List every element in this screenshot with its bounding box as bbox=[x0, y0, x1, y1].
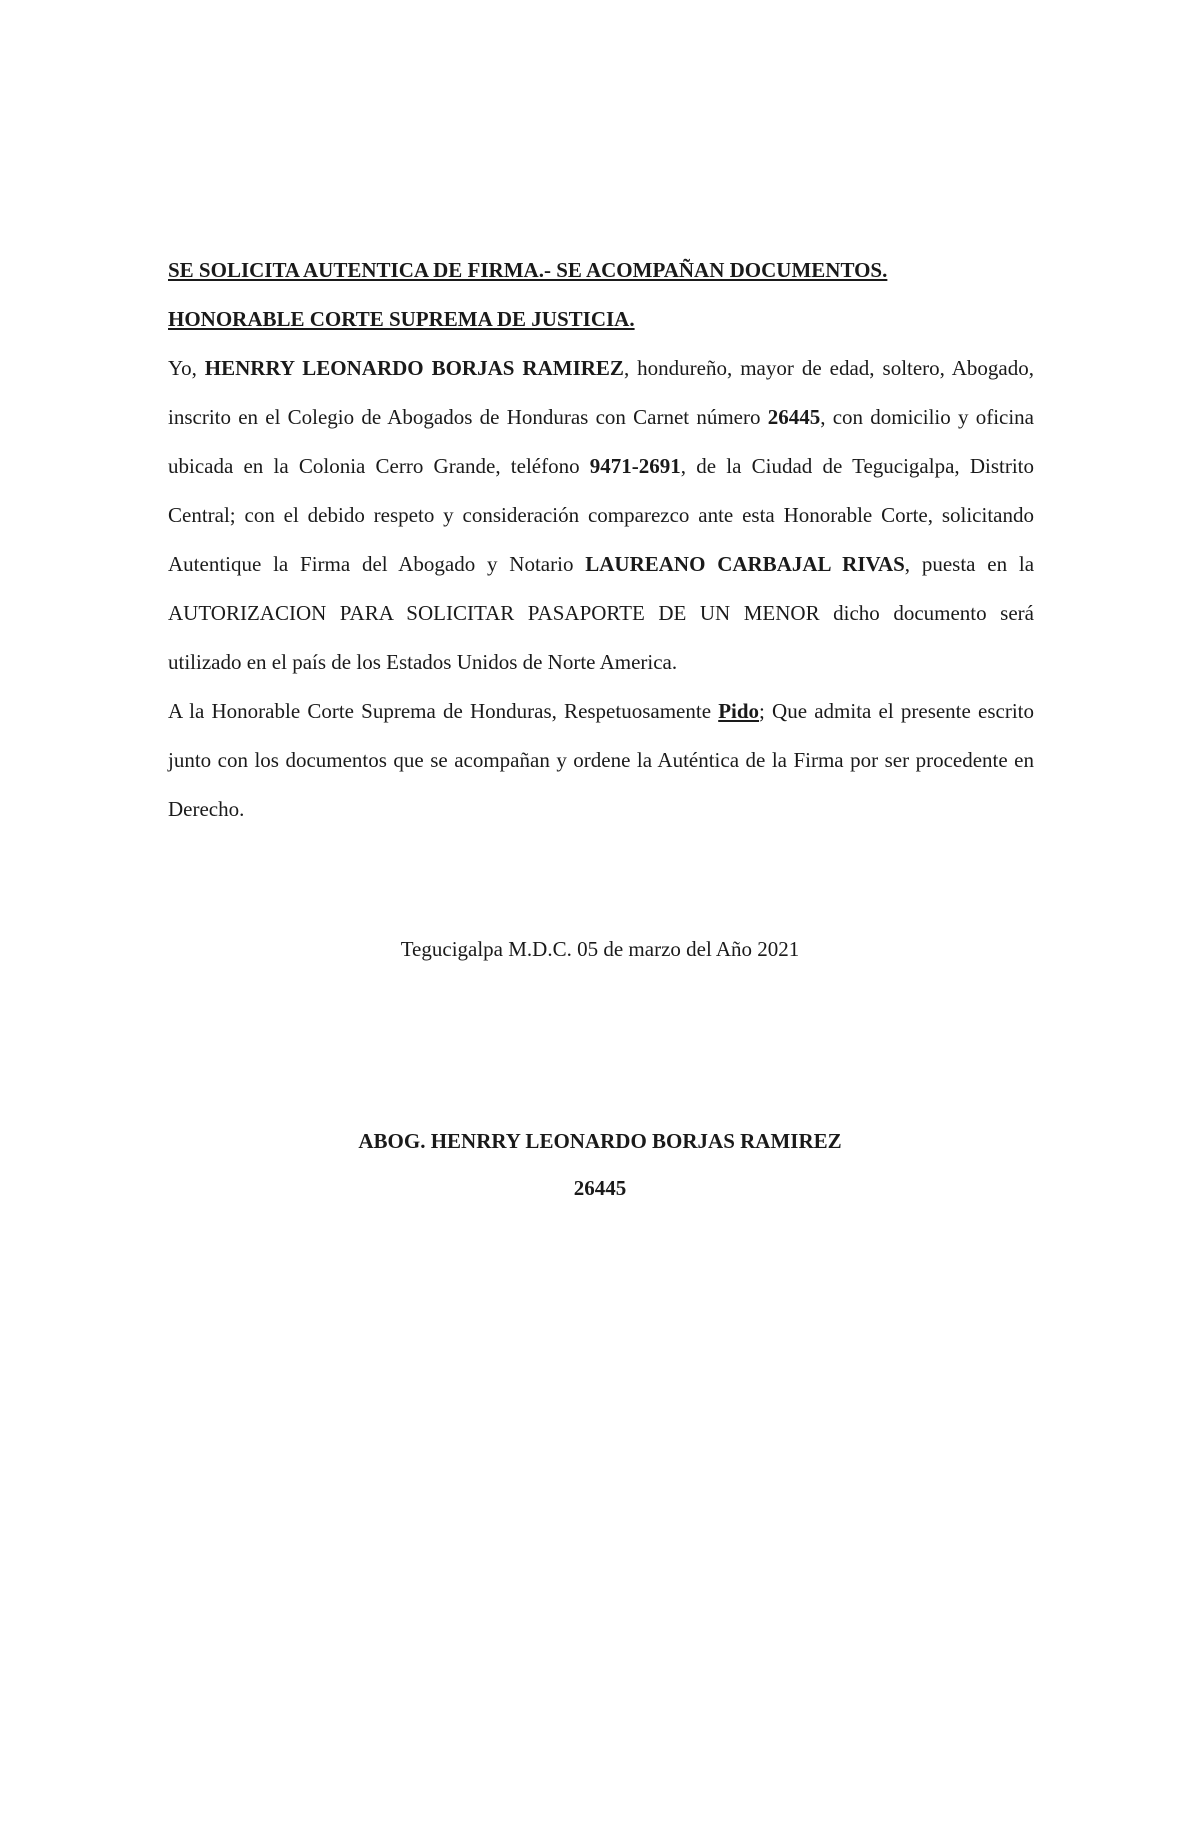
body-text: Yo, bbox=[168, 356, 205, 380]
signature-name: ABOG. HENRRY LEONARDO BORJAS RAMIREZ bbox=[358, 1129, 842, 1153]
body-paragraph-petition bbox=[168, 687, 1034, 834]
body-text: A la Honorable Corte Suprema de Honduras, Respetuosamente bbox=[168, 699, 719, 723]
body-text: , puesta en la AUTORIZACION PARA SOLICITAR PASAPORTE DE UN MENOR dicho documento será utilizado en el país de los Estados Unidos de Norte America. bbox=[168, 552, 1035, 674]
body-text: , de la Ciudad de Tegucigalpa, Distrito Central; con el debido respeto y consideración comparezco ante esta Honorable Corte, solicitando Autentique la Firma del Abogado y Notario bbox=[168, 454, 1035, 576]
signature-number: 26445 bbox=[573, 1176, 627, 1200]
date-line: Tegucigalpa M.D.C. 05 de marzo del Año 2021 bbox=[400, 937, 800, 961]
applicant-name: HENRRY LEONARDO BORJAS RAMIREZ bbox=[204, 356, 624, 380]
carnet-number: 26445 bbox=[767, 405, 821, 429]
document-heading-court: HONORABLE CORTE SUPREMA DE JUSTICIA. bbox=[168, 307, 635, 331]
document-heading-request: SE SOLICITA AUTENTICA DE FIRMA.- SE ACOMPAÑAN DOCUMENTOS. bbox=[168, 258, 888, 282]
body-text: , con domicilio y oficina ubicada en la Colonia Cerro Grande, teléfono bbox=[168, 405, 1034, 478]
phone-number: 9471-2691 bbox=[589, 454, 681, 478]
body-text: ; Que admita el presente escrito junto con los documentos que se acompañan y ordene la Auténtica de la Firma por ser procedente en Derecho. bbox=[168, 699, 1034, 821]
document-content bbox=[168, 246, 1034, 834]
notary-name: LAUREANO CARBAJAL RIVAS bbox=[585, 552, 905, 576]
body-paragraph-request bbox=[168, 344, 1034, 687]
body-text: , hondureño, mayor de edad, soltero, Abogado, inscrito en el Colegio de Abogados de Honduras con Carnet número bbox=[168, 356, 1034, 429]
petition-word: Pido bbox=[718, 699, 760, 723]
